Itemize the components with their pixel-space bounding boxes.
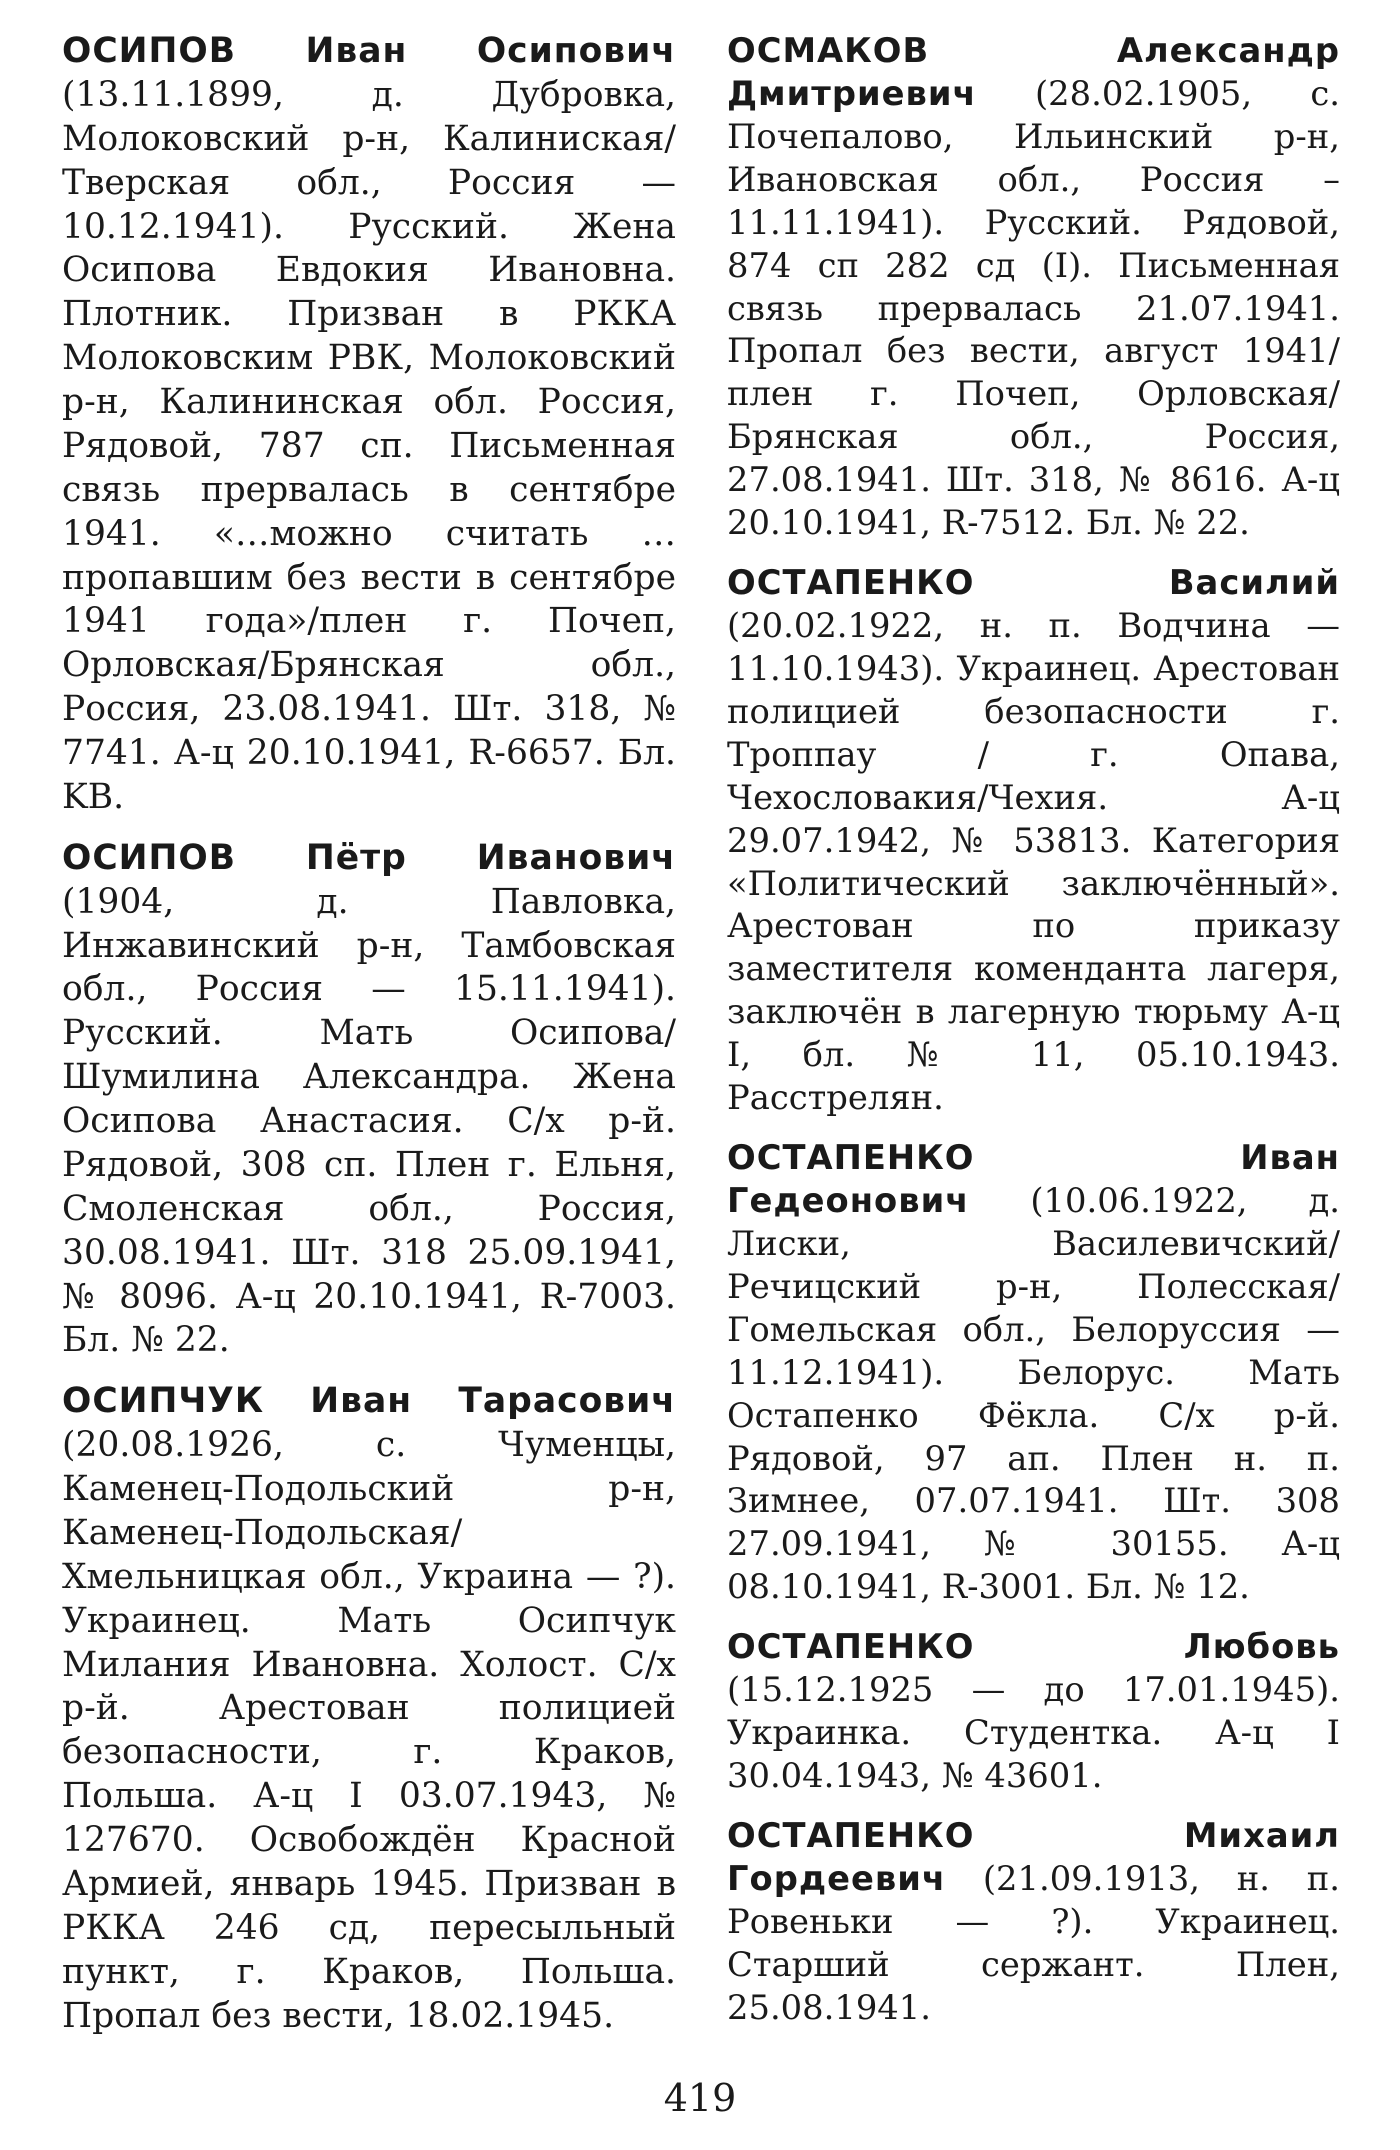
entry-ostapenko-mikhail [727,1815,1340,2030]
entry-name: ОСМАКОВ Александр Дмитриевич [727,31,1340,113]
entry-text: (21.09.1913, н. п. Ровеньки — ?). Украинец. Старший сержант. Плен, 25.08.1941. [727,1858,1340,2027]
entry-text: (28.02.1905, с. Почепалово, Ильинский р-н, Ивановская обл., Россия – 11.11.1941). Русский. Рядовой, 874 сп 282 сд (I). Письменная связь прервалась 21.07.1941. Пропал без вести, август 1941/плен г. Почеп, Орловская/Брянская обл., Россия, 27.08.1941. Шт. 318, № 8616. А-ц 20.10.1941, R-7512. Бл. № 22. [727,73,1340,543]
left-column [62,30,676,2055]
entry-name: ОСТАПЕНКО Михаил Гордеевич [727,1815,1340,1898]
entry-osipchuk-ivan [62,1380,676,2038]
entry-name: ОСТАПЕНКО Иван Гедеонович [727,1138,1340,1220]
entry-name: ОСИПОВ Иван Осипович [62,31,676,71]
entry-name: ОСИПЧУК Иван Тарасович [62,1381,676,1422]
entry-name: ОСИПОВ Пётр Иванович [62,837,676,878]
entry-ostapenko-vasiliy [727,562,1340,1120]
entry-text: (15.12.1925 — до 17.01.1945). Украинка. Студентка. А-ц I 30.04.1943, № 43601. [727,1670,1340,1795]
entry-text: (20.08.1926, с. Чуменцы, Каменец-Подольский р-н, Каменец-Подольская/Хмельницкая обл., Украина — ?). Украинец. Мать Осипчук Милания Ивановна. Холост. С/х р-й. Арестован полицией безопасности, г. Краков, Польша. А-ц I 03.07.1943, № 127670. Освобождён Красной Армией, январь 1945. Призван в РККА 246 сд, пересыльный пункт, г. Краков, Польша. Пропал без вести, 18.02.1945. [62,1425,676,2036]
entry-name: ОСТАПЕНКО Василий [727,563,1340,603]
entry-ostapenko-ivan [727,1137,1340,1609]
right-column [727,30,1340,2046]
page-number: 419 [663,2076,737,2120]
entry-osipov-petr [62,837,676,1364]
entry-name: ОСТАПЕНКО Любовь [727,1627,1340,1667]
entry-osmakov-aleksandr [727,30,1340,545]
entry-text: (10.06.1922, д. Лиски, Василевичский/Речицский р-н, Полесская/Гомельская обл., Белоруссия — 11.12.1941). Белорус. Мать Остапенко Фёкла. С/х р-й. Рядовой, 97 ап. Плен н. п. Зимнее, 07.07.1941. Шт. 308 27.09.1941, № 30155. А-ц 08.10.1941, R-3001. Бл. № 12. [727,1180,1340,1607]
entry-osipov-ivan [62,30,676,820]
entry-text: (20.02.1922, н. п. Водчина — 11.10.1943). Украинец. Арестован полицией безопасности г. Троппау / г. Опава, Чехословакия/Чехия. А-ц 29.07.1942, № 53813. Категория «Политический заключённый». Арестован по приказу заместителя коменданта лагеря, заключён в лагерную тюрьму А-ц I, бл. № 11, 05.10.1943. Расстрелян. [727,605,1340,1118]
entry-text: (1904, д. Павловка, Инжавинский р-н, Тамбовская обл., Россия — 15.11.1941). Русский. Мать Осипова/Шумилина Александра. Жена Осипова Анастасия. С/х р-й. Рядовой, 308 сп. Плен г. Ельня, Смоленская обл., Россия, 30.08.1941. Шт. 318 25.09.1941, № 8096. А-ц 20.10.1941, R-7003. Бл. № 22. [62,881,676,1361]
entry-text: (13.11.1899, д. Дубровка, Молоковский р-н, Калиниская/Тверская обл., Россия — 10.12.1941). Русский. Жена Осипова Евдокия Ивановна. Плотник. Призван в РККА Молоковским РВК, Молоковский р-н, Калининская обл. Россия, Рядовой, 787 сп. Письменная связь прервалась в сентябре 1941. «…можно считать …пропавшим без вести в сентябре 1941 года»/плен г. Почеп, Орловская/Брянская обл., Россия, 23.08.1941. Шт. 318, № 7741. А-ц 20.10.1941, R-6657. Бл. KB. [62,74,676,817]
entry-ostapenko-lyubov [727,1626,1340,1798]
